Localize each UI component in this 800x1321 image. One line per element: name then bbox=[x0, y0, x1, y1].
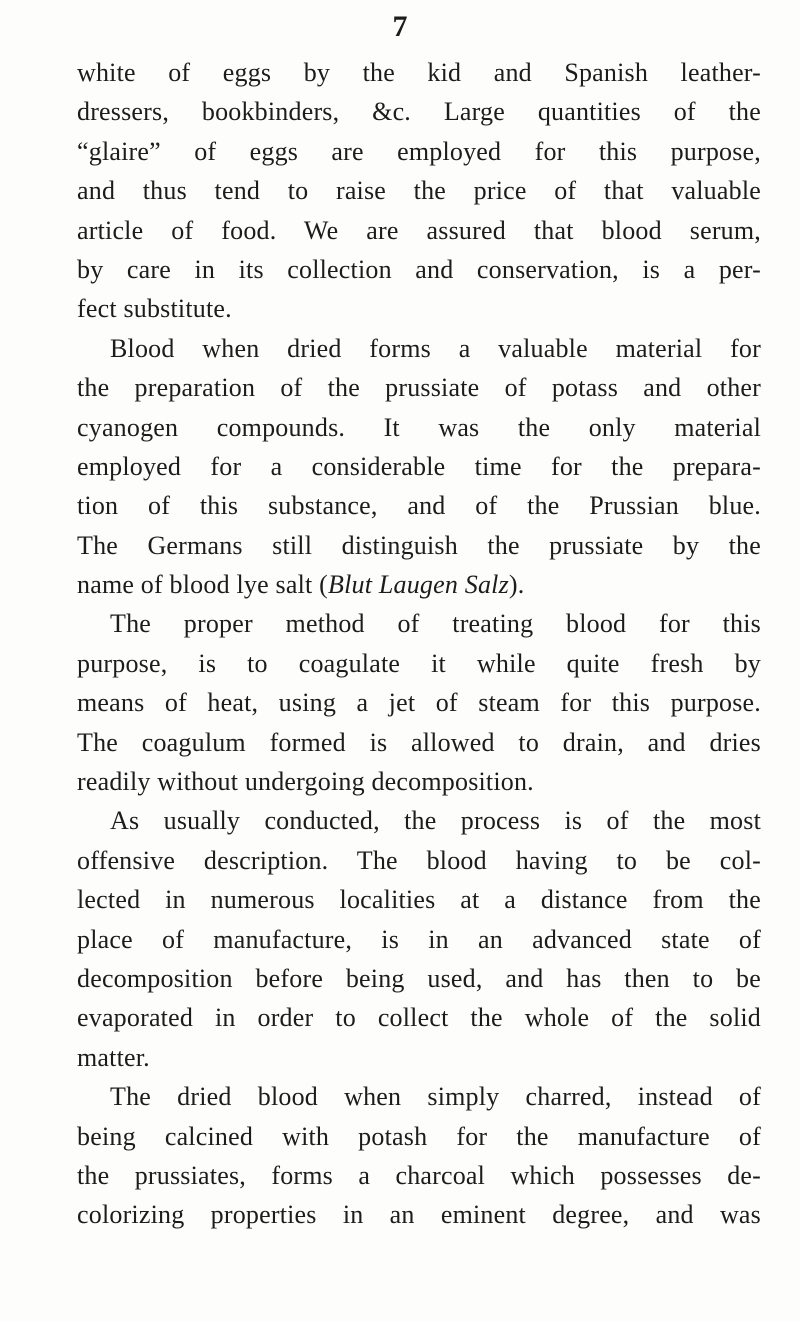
text-line: and thus tend to raise the price of that valuable bbox=[77, 176, 761, 206]
italic-term: Blut Laugen Salz bbox=[328, 570, 509, 600]
text-line: being calcined with potash for the manufacture of bbox=[77, 1121, 761, 1151]
text-line: The Germans still distinguish the prussiate by the bbox=[77, 530, 761, 560]
text-line: article of food. We are assured that blood serum, bbox=[77, 215, 761, 245]
text-line: the preparation of the prussiate of potass and other bbox=[77, 373, 761, 403]
text-line: The coagulum formed is allowed to drain, and dries bbox=[77, 727, 761, 757]
text-line: lected in numerous localities at a distance from the bbox=[77, 885, 761, 915]
text-line: by care in its collection and conservation, is a per- bbox=[77, 254, 761, 284]
paragraph-start-line: The dried blood when simply charred, instead of bbox=[110, 1082, 761, 1112]
text-line: fect substitute. bbox=[77, 294, 232, 324]
text-line: cyanogen compounds. It was the only material bbox=[77, 412, 761, 442]
text-line: colorizing properties in an eminent degree, and was bbox=[77, 1200, 761, 1230]
text-line: place of manufacture, is in an advanced state of bbox=[77, 924, 761, 954]
text-line: white of eggs by the kid and Spanish leather- bbox=[77, 58, 761, 87]
text-line: offensive description. The blood having to be col- bbox=[77, 845, 761, 875]
text-line: dressers, bookbinders, &c. Large quantities of the bbox=[77, 97, 761, 127]
paragraph-start-line: As usually conducted, the process is of the most bbox=[110, 806, 761, 836]
paragraph-start-line: The proper method of treating blood for this bbox=[110, 609, 761, 639]
text-line: employed for a considerable time for the prepara- bbox=[77, 451, 761, 481]
text-line: “glaire” of eggs are employed for this purpose, bbox=[77, 136, 761, 166]
body-text bbox=[77, 53, 761, 1235]
paragraph-start-line: Blood when dried forms a valuable material for bbox=[110, 333, 761, 363]
text-line: decomposition before being used, and has then to be bbox=[77, 963, 761, 993]
text-segment: ). bbox=[508, 570, 525, 600]
text-line: purpose, is to coagulate it while quite fresh by bbox=[77, 648, 761, 678]
text-segment: name of blood lye salt ( bbox=[77, 570, 329, 600]
text-line: matter. bbox=[77, 1042, 150, 1072]
text-line-with-italic bbox=[77, 565, 761, 604]
page-number: 7 bbox=[392, 10, 408, 43]
text-line: the prussiates, forms a charcoal which possesses de- bbox=[77, 1160, 761, 1190]
text-line: evaporated in order to collect the whole of the solid bbox=[77, 1003, 761, 1033]
text-line: tion of this substance, and of the Prussian blue. bbox=[77, 491, 761, 521]
text-line: means of heat, using a jet of steam for this purpose. bbox=[77, 688, 761, 718]
text-line: readily without undergoing decomposition. bbox=[77, 767, 534, 797]
